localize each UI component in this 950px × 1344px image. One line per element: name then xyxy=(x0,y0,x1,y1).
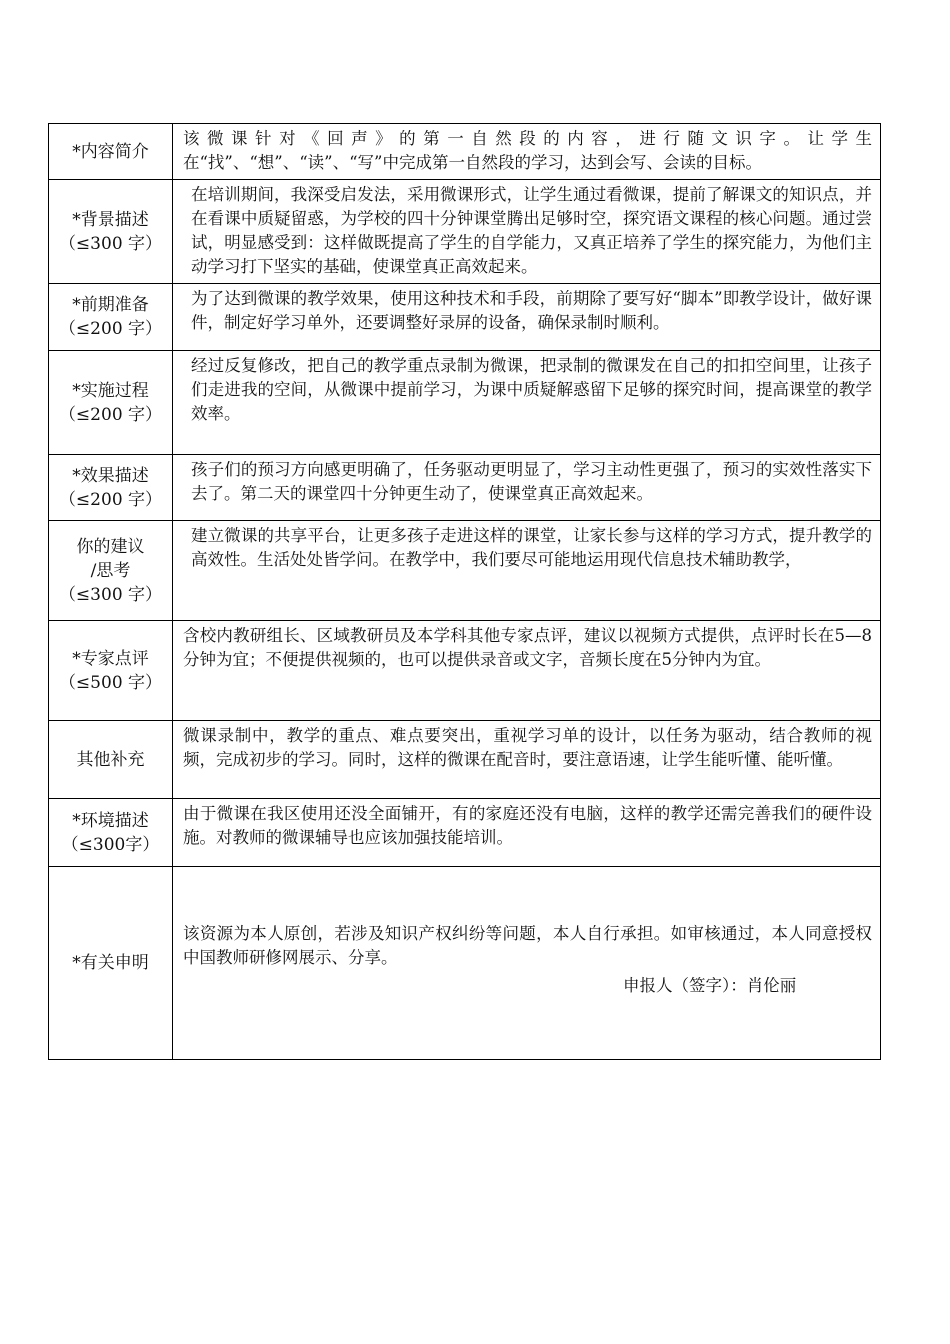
label-line: *专家点评 xyxy=(72,648,149,669)
label-line: （≤300 字） xyxy=(58,233,163,254)
row-content: 孩子们的预习方向感更明确了，任务驱动更明显了，学习主动性更强了，预习的实效性落实下去了。第二天的课堂四十分钟更生动了，使课堂真正高效起来。 xyxy=(173,455,881,521)
row-label xyxy=(49,284,173,351)
label-line: 其他补充 xyxy=(76,749,145,770)
label-line: （≤300字） xyxy=(61,834,160,855)
row-suggestion xyxy=(49,521,881,621)
row-label xyxy=(49,351,173,455)
label-line: （≤500 字） xyxy=(58,672,163,693)
row-expert-review xyxy=(49,621,881,721)
label-line: （≤200 字） xyxy=(58,404,163,425)
label-line: *实施过程 xyxy=(72,380,149,401)
row-supplement xyxy=(49,721,881,799)
row-content: 由于微课在我区使用还没全面铺开，有的家庭还没有电脑，这样的教学还需完善我们的硬件设施。对教师的微课辅导也应该加强技能培训。 xyxy=(173,799,881,867)
row-content: 建立微课的共享平台，让更多孩子走进这样的课堂，让家长参与这样的学习方式，提升教学的高效性。生活处处皆学问。在教学中，我们要尽可能地运用现代信息技术辅助教学， xyxy=(173,521,881,621)
row-label xyxy=(49,721,173,799)
row-background xyxy=(49,180,881,284)
row-intro xyxy=(49,124,881,180)
row-label xyxy=(49,867,173,1060)
signature-line: 申报人（签字）：肖伦丽 xyxy=(623,976,797,995)
row-label xyxy=(49,621,173,721)
row-declaration xyxy=(49,867,881,1060)
row-content: 经过反复修改，把自己的教学重点录制为微课，把录制的微课发在自己的扣扣空间里，让孩子们走进我的空间，从微课中提前学习，为课中质疑解惑留下足够的探究时间，提高课堂的教学效率。 xyxy=(173,351,881,455)
row-label xyxy=(49,455,173,521)
row-label xyxy=(49,180,173,284)
label-line: （≤200 字） xyxy=(58,319,163,339)
label-line: *效果描述 xyxy=(72,465,149,486)
label-line: 你的建议 xyxy=(76,536,145,557)
label-line: *环境描述 xyxy=(72,810,149,831)
row-effect xyxy=(49,455,881,521)
row-label xyxy=(49,124,173,180)
declaration-text: 该资源为本人原创，若涉及知识产权纠纷等问题，本人自行承担。如审核通过，本人同意授权中国教师研修网展示、分享。 xyxy=(183,924,872,967)
label-line: *前期准备 xyxy=(72,295,149,315)
row-environment xyxy=(49,799,881,867)
row-content xyxy=(173,867,881,1060)
row-content: 该微课针对《回声》的第一自然段的内容，进行随文识字。让学生在“找”、“想”、“读”、“写”中完成第一自然段的学习，达到会写、会读的目标。 xyxy=(173,124,881,180)
row-label xyxy=(49,799,173,867)
label-line: *有关申明 xyxy=(72,953,149,973)
row-content: 为了达到微课的教学效果，使用这种技术和手段，前期除了要写好“脚本”即教学设计，做好课件，制定好学习单外，还要调整好录屏的设备，确保录制时顺利。 xyxy=(173,284,881,351)
row-implementation xyxy=(49,351,881,455)
label-line: （≤200 字） xyxy=(58,489,163,510)
label-line: *背景描述 xyxy=(72,209,149,230)
row-content: 在培训期间，我深受启发法，采用微课形式，让学生通过看微课，提前了解课文的知识点，并在看课中质疑留惑，为学校的四十分钟课堂腾出足够时空，探究语文课程的核心问题。通过尝试，明显感受到：这样做既提高了学生的自学能力，又真正培养了学生的探究能力，为他们主动学习打下坚实的基础，使课堂真正高效起来。 xyxy=(173,180,881,284)
form-table xyxy=(48,123,881,1060)
row-label xyxy=(49,521,173,621)
label-line: /思考 xyxy=(90,560,131,581)
label-line: （≤300 字） xyxy=(58,584,163,605)
row-content: 含校内教研组长、区域教研员及本学科其他专家点评，建议以视频方式提供，点评时长在5—8分钟为宜；不便提供视频的，也可以提供录音或文字，音频长度在5分钟内为宜。 xyxy=(173,621,881,721)
row-preparation xyxy=(49,284,881,351)
row-content: 微课录制中，教学的重点、难点要突出，重视学习单的设计，以任务为驱动，结合教师的视频，完成初步的学习。同时，这样的微课在配音时，要注意语速，让学生能听懂、能听懂。 xyxy=(173,721,881,799)
label-line: *内容简介 xyxy=(72,141,149,162)
